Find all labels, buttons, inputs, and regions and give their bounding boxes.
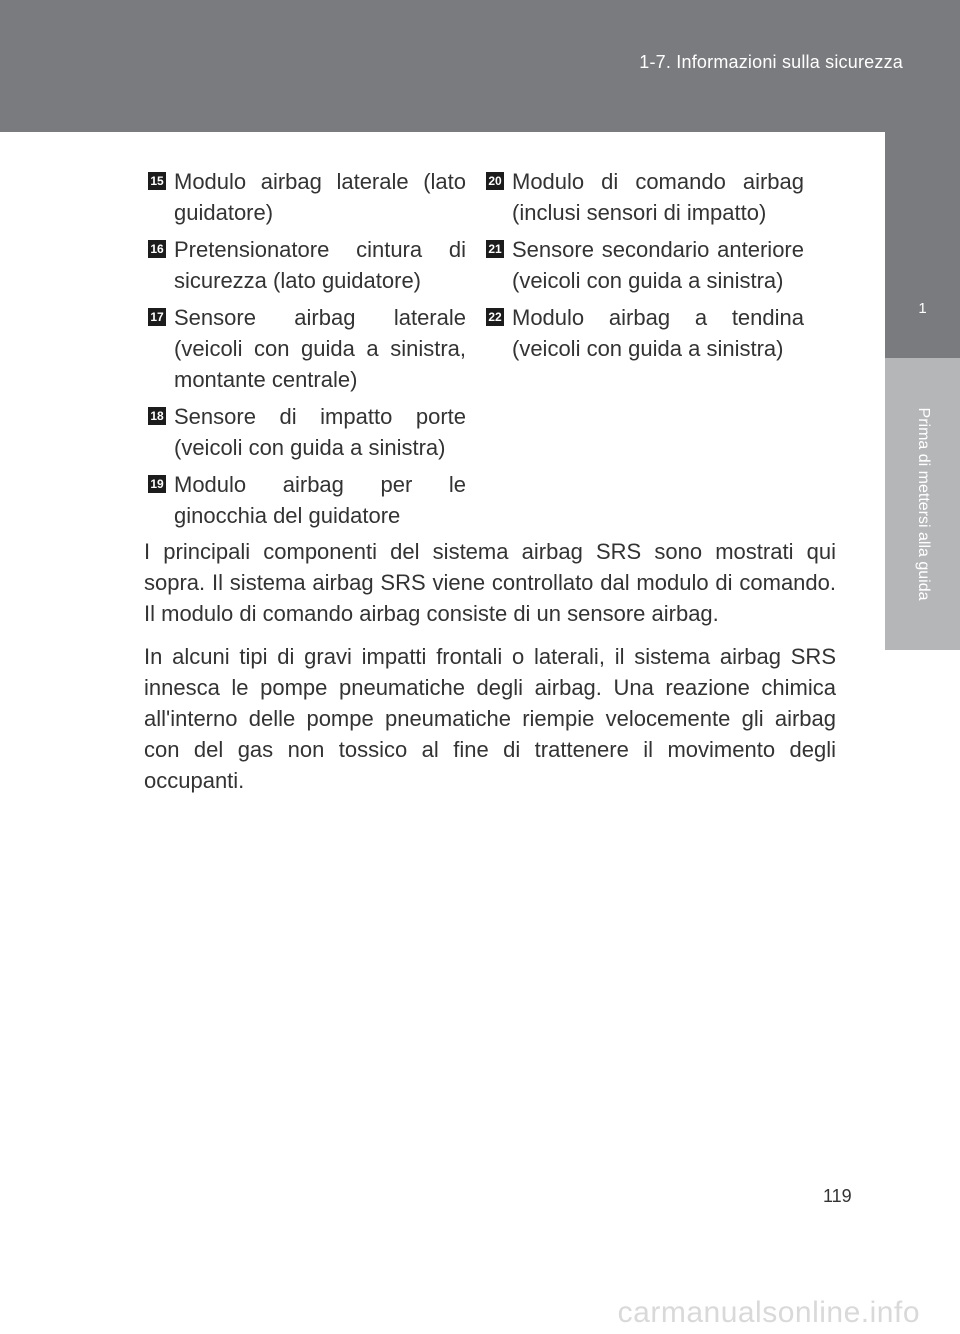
item-number-badge: 18: [148, 407, 166, 425]
item-text: Modulo airbag laterale (lato guidatore): [174, 169, 466, 225]
chapter-strip: [885, 358, 960, 650]
item-number-badge: 15: [148, 172, 166, 190]
item-text: Pretensionatore cintura di sicurezza (lato guidatore): [174, 237, 466, 293]
list-item: [486, 166, 804, 228]
list-item: [148, 469, 466, 531]
list-item: [148, 234, 466, 296]
item-text: Modulo airbag a tendina (veicoli con guida a sinistra): [512, 305, 804, 361]
item-number-badge: 20: [486, 172, 504, 190]
chapter-tab: [885, 132, 960, 358]
page-number: 119: [823, 1186, 852, 1206]
item-number-badge: 17: [148, 308, 166, 326]
component-list: [148, 166, 804, 537]
list-item: [486, 302, 804, 364]
item-text: Sensore secondario anteriore (veicoli con guida a sinistra): [512, 237, 804, 293]
list-item: [148, 166, 466, 228]
item-number-badge: 19: [148, 475, 166, 493]
list-item: [148, 302, 466, 395]
item-number-badge: 21: [486, 240, 504, 258]
section-title: 1-7. Informazioni sulla sicurezza: [639, 52, 903, 72]
item-number-badge: 22: [486, 308, 504, 326]
paragraph: I principali componenti del sistema airbag SRS sono mostrati qui sopra. Il sistema airbag SRS viene controllato dal modulo di comando. Il modulo di comando airbag consiste di un sensore airbag.: [144, 539, 836, 626]
paragraph: In alcuni tipi di gravi impatti frontali o laterali, il sistema airbag SRS innesca le pompe pneumatiche degli airbag. Una reazione chimica all'interno delle pompe pneumatiche riempie velocemente gli airbag con del gas non tossico al fine di trattenere il movimento degli occupanti.: [144, 644, 836, 793]
list-item: [148, 401, 466, 463]
item-text: Modulo di comando airbag (inclusi sensori di impatto): [512, 169, 804, 225]
list-item: [486, 234, 804, 296]
item-text: Sensore di impatto porte (veicoli con guida a sinistra): [174, 404, 466, 460]
watermark: carmanualsonline.info: [617, 1296, 920, 1329]
chapter-title: Prima di mettersi alla guida: [914, 407, 932, 601]
item-text: Sensore airbag laterale (veicoli con guida a sinistra, montante centrale): [174, 305, 466, 392]
chapter-number: 1: [918, 300, 927, 317]
page-header: [0, 0, 960, 132]
item-text: Modulo airbag per le ginocchia del guidatore: [174, 472, 466, 528]
body-text: [144, 536, 836, 808]
item-number-badge: 16: [148, 240, 166, 258]
list-column-left: [148, 166, 466, 537]
list-column-right: [486, 166, 804, 537]
